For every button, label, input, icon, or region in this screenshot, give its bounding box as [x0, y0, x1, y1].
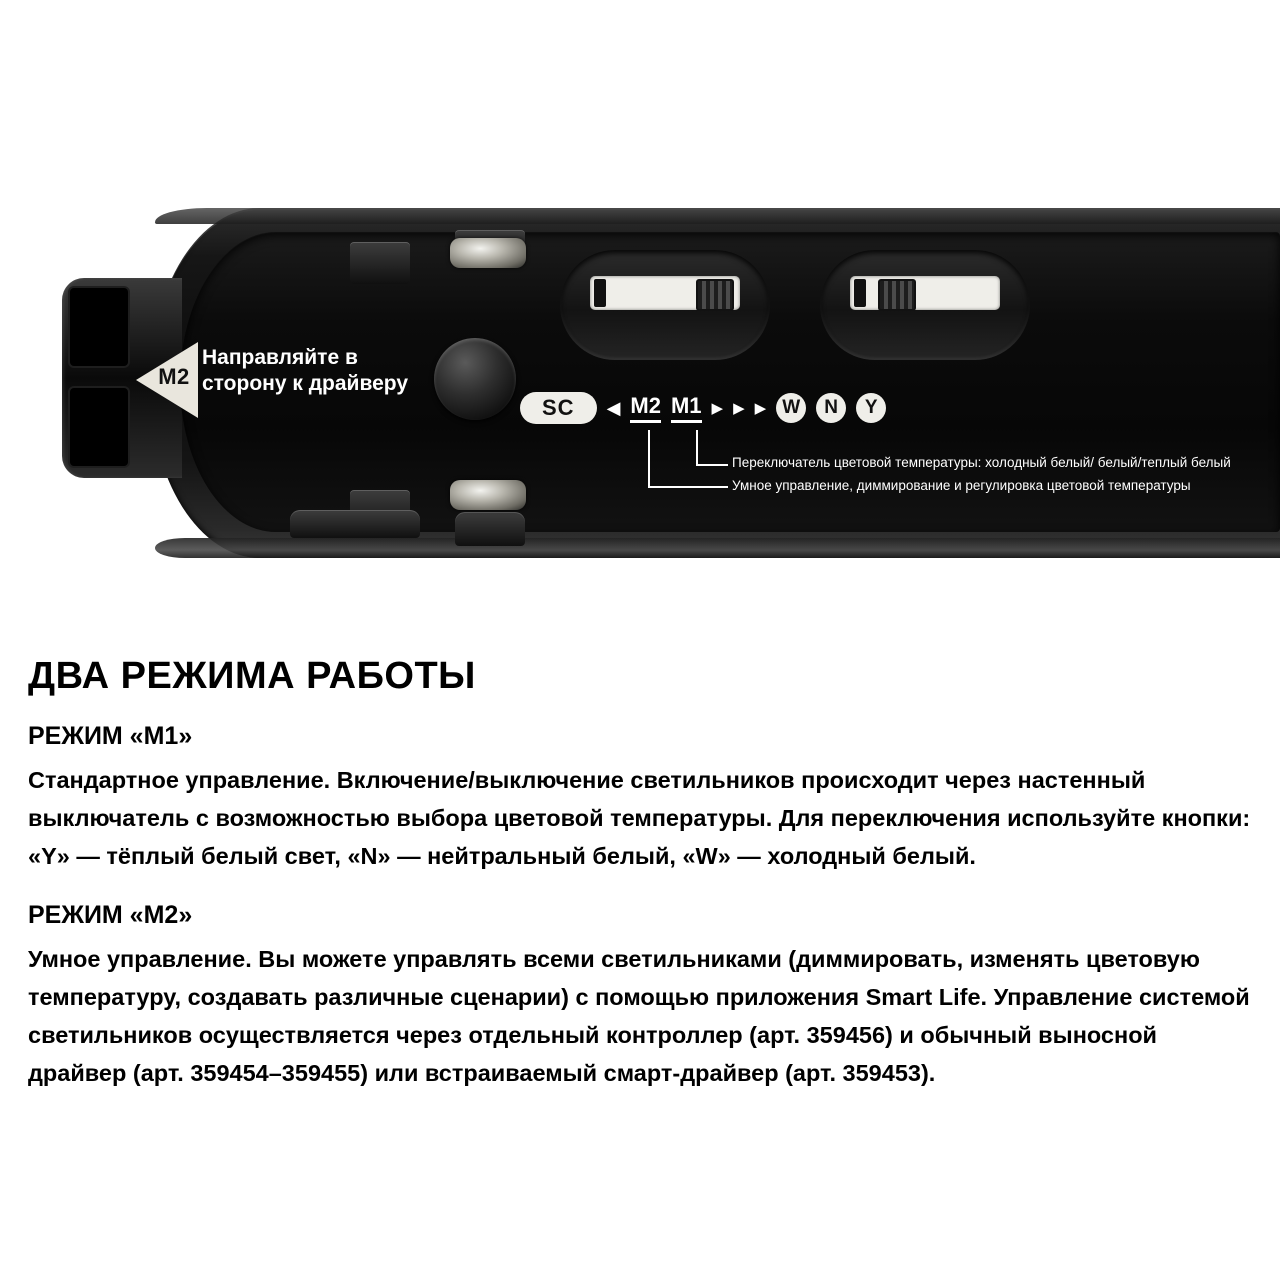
cct-button-y[interactable]: Y [856, 393, 886, 423]
section-heading-m2: РЕЖИМ «M2» [28, 901, 193, 929]
connector-slot-lower [68, 386, 130, 468]
metal-contact-top [450, 238, 526, 268]
metal-contact-bottom [450, 480, 526, 510]
cct-switch-track-end [854, 279, 866, 307]
callout-text-smart: Умное управление, диммирование и регулировка цветовой температуры [732, 478, 1191, 493]
cct-button-w[interactable]: W [776, 393, 806, 423]
mounting-clip-bottom-center [455, 512, 525, 546]
cct-button-n[interactable]: N [816, 393, 846, 423]
mode-switch-track[interactable] [590, 276, 740, 310]
product-photo [0, 190, 1280, 590]
control-legend [520, 390, 886, 426]
section-body-m2: Умное управление. Вы можете управлять всеми светильниками (диммировать, изменять цветовую температуру, создавать различные сценарии) с помощью приложения Smart Life. Управление системой светильников осуществляется через отдельный контроллер (арт. 359456) и обычный выносной драйвер (арт. 359454–359455) или встраиваемый смарт-драйвер (арт. 359453). [28, 946, 1250, 1086]
callout-line-horizontal-2 [696, 464, 728, 466]
callout-line-vertical-2 [696, 430, 698, 466]
cct-switch-well [820, 250, 1030, 360]
connector-slot-upper [68, 286, 130, 368]
aim-instruction-text: Направляйте в сторону к драйверу [202, 346, 409, 395]
arrow-right-icon-2: ▶ [733, 400, 745, 417]
page-title: ДВА РЕЖИМА РАБОТЫ [28, 655, 476, 697]
mode-label-m2: M2 [630, 393, 661, 423]
mode-switch-track-end [594, 279, 606, 307]
arrow-right-icon-1: ▶ [711, 400, 724, 417]
callout-text-cct: Переключатель цветовой температуры: холодный белый/ белый/теплый белый [732, 455, 1231, 470]
device-top-edge [155, 208, 1280, 224]
round-push-button[interactable] [434, 338, 516, 420]
mode-label-m1: M1 [671, 393, 702, 423]
callout-line-vertical-1 [648, 430, 650, 488]
arrow-left-icon: ◀ [606, 397, 621, 418]
callout-line-horizontal-1 [648, 486, 728, 488]
mode-switch-knob[interactable] [696, 279, 734, 311]
mounting-clip-bottom-wide [290, 510, 420, 538]
mode-switch-well [560, 250, 770, 360]
content-block [28, 655, 1258, 1118]
sc-badge: SC [520, 392, 597, 424]
cct-switch-track[interactable] [850, 276, 1000, 310]
cct-switch-knob[interactable] [878, 279, 916, 311]
arrow-right-icon-3: ▶ [754, 400, 767, 417]
device-bottom-edge [155, 538, 1280, 558]
m2-marker-label: M2 [158, 364, 190, 389]
mounting-clip-top-left [350, 242, 410, 284]
section-body-m1: Стандартное управление. Включение/выключение светильников происходит через настенный выключатель с возможностью выбора цветовой температуры. Для переключения используйте кнопки: «Y» — тёплый белый свет, «N» — нейтральный белый, «W» — холодный белый. [28, 767, 1251, 869]
section-heading-m1: РЕЖИМ «M1» [28, 722, 193, 750]
